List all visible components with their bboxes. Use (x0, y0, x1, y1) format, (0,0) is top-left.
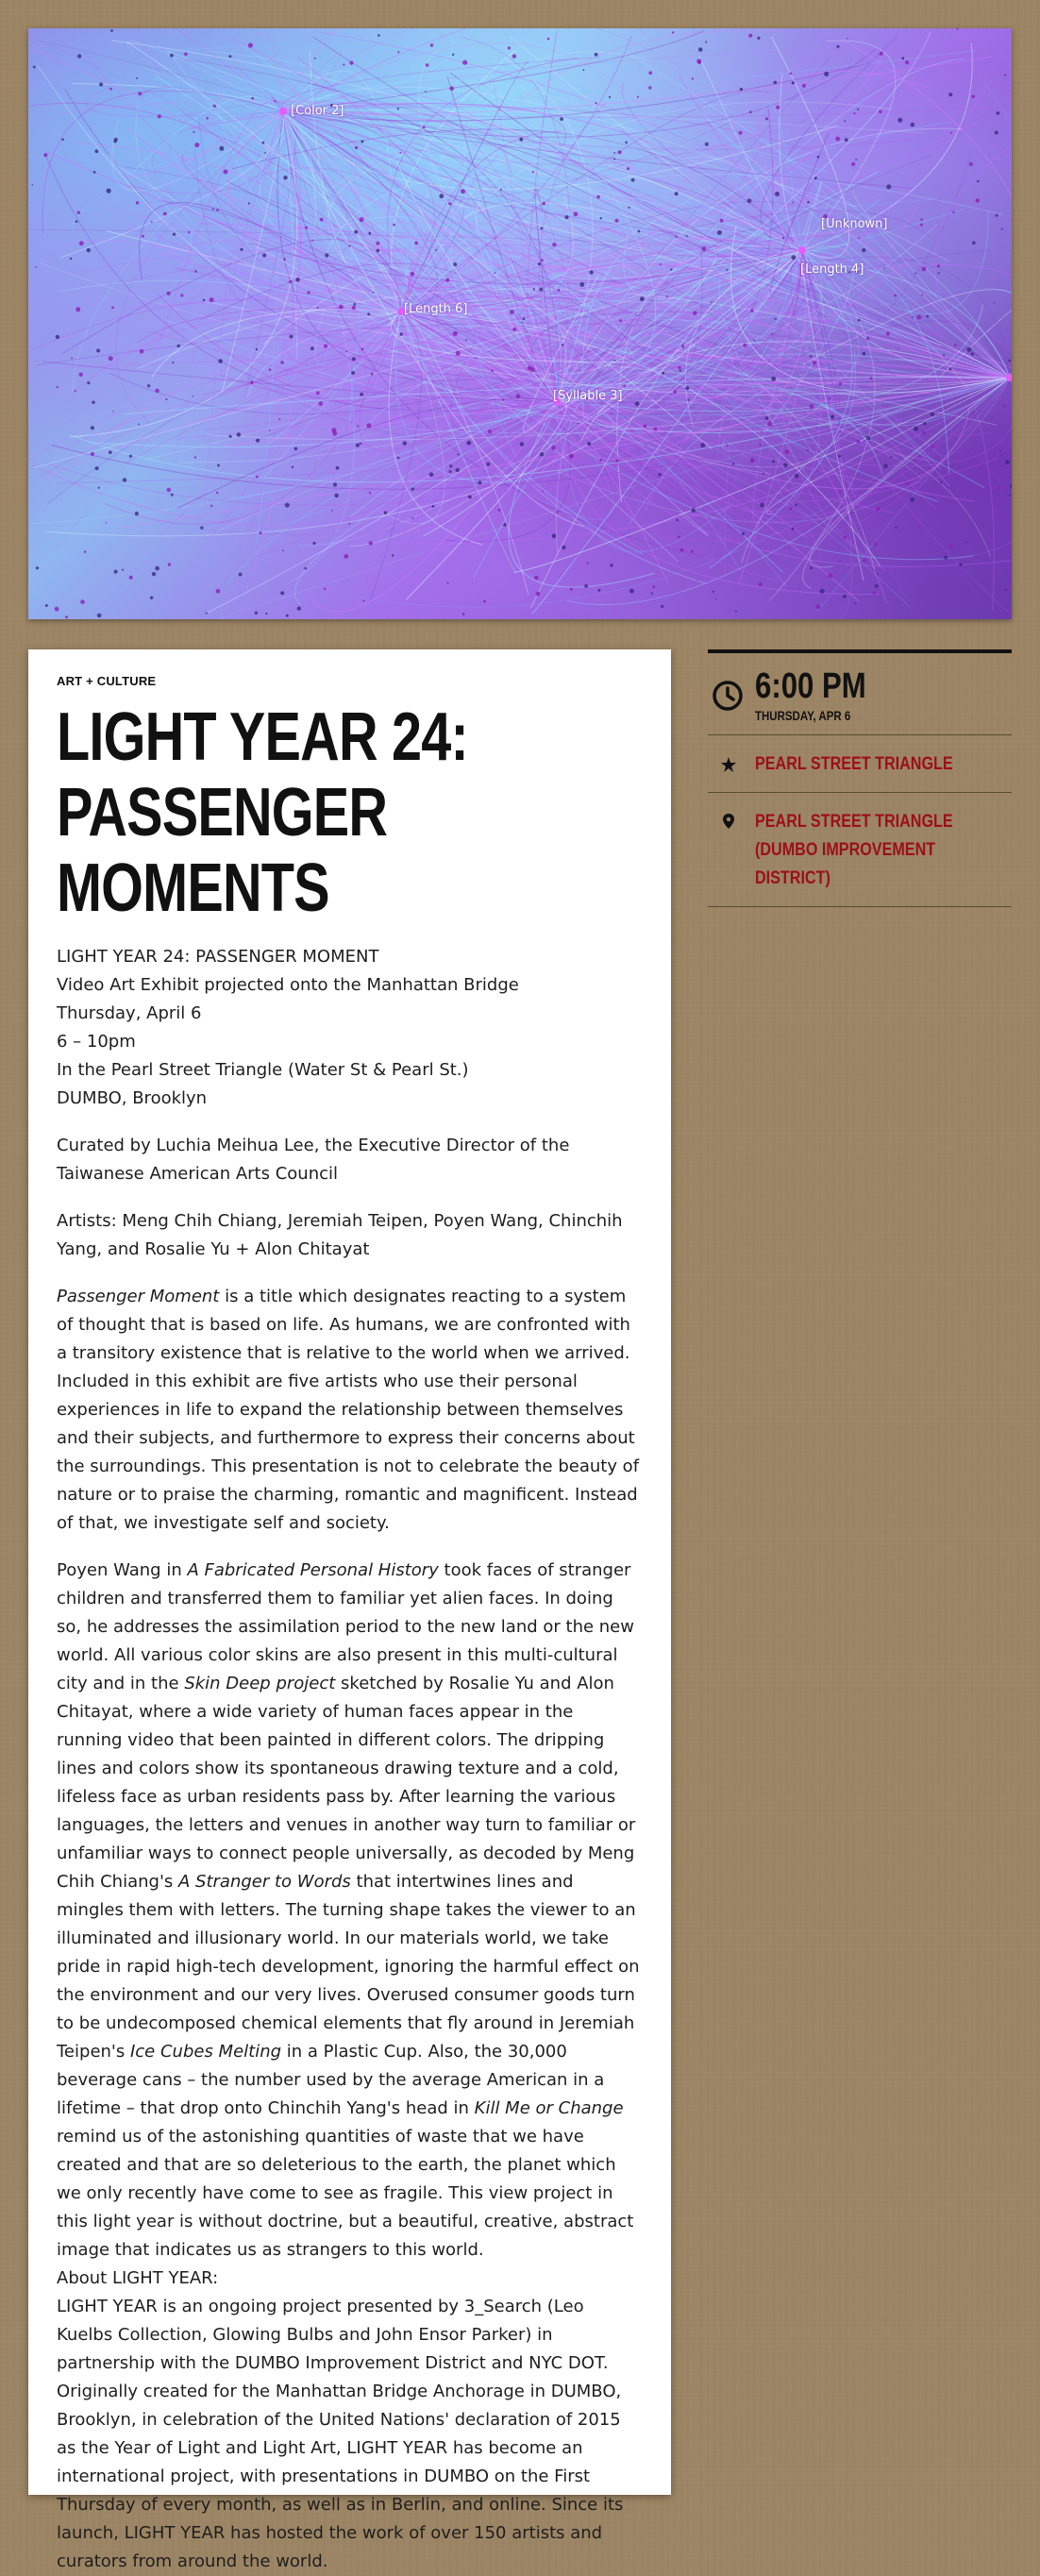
event-date: THURSDAY, APR 6 (755, 708, 851, 723)
event-sidebar (708, 649, 1012, 907)
article-title (57, 699, 646, 926)
paragraph-text: Poyen Wang in (57, 1560, 188, 1580)
paragraph-text: sketched by Rosalie Yu and Alon Chitayat, where a wide variety of human faces appear in the running video that been painted in different colors. The dripping lines and colors show its spontaneous drawing texture and a cold, lifeless face as urban residents pass by. After learning the various languages, the letters and venues in another way turn to familiar or unfamiliar ways to connect people universally, as decoded by Meng Chih Chiang's (57, 1674, 636, 1892)
hero-label-length-6: [Length 6] (404, 302, 468, 316)
paragraph-text: took faces of stranger children and transferred them to familiar yet alien faces. In doing so, he addresses the assimilation period to the new land or the new world. All various color skins are also present in this multi-cultural city and in the (57, 1560, 634, 1693)
curator-paragraph: Curated by Luchia Meihua Lee, the Executive Director of the Taiwanese American Arts Council (57, 1136, 570, 1184)
artworks-paragraph (57, 1557, 643, 2265)
clock-icon (712, 680, 744, 712)
hero-label-length-4: [Length 4] (800, 262, 864, 277)
title-line-2: PASSENGER MOMENTS (57, 775, 388, 926)
location-row (708, 735, 1012, 793)
paragraph-text: is a title which designates reacting to a system of thought that is based on life. As humans, we are confronted with a transitory existence that is relative to the world when we arrived. Included in this exhibit are five artists who use their personal experiences in life to expand the relationship between themselves and their subjects, and furthermore to express their concerns about the surroundings. This presentation is not to celebrate the beauty of nature or to praise the charming, romantic and magnificent. Instead of that, we investigate self and society. (57, 1287, 640, 1533)
title-line-1: LIGHT YEAR 24: (57, 699, 468, 775)
work-title: Passenger Moment (57, 1287, 220, 1306)
map-pin-icon (721, 813, 736, 832)
work-title: Ice Cubes Melting (129, 2042, 282, 2062)
event-time: 6:00 PM (755, 666, 866, 706)
event-time-block (708, 649, 1012, 735)
venue-link[interactable]: PEARL STREET TRIANGLE (755, 754, 953, 774)
star-icon (721, 755, 736, 774)
address-row (708, 793, 1012, 907)
category-label[interactable]: ART + CULTURE (57, 674, 157, 688)
paragraph-text: in a Plastic Cup. Also, the 30,000 beverage cans – the number used by the average American in a lifetime – that drop onto Chinchih Yang's head in (57, 2042, 605, 2118)
work-title: Skin Deep project (184, 1674, 336, 1693)
article-body (57, 943, 643, 2576)
about-paragraph: LIGHT YEAR is an ongoing project presented by 3_Search (Leo Kuelbs Collection, Glowing Bulbs and John Ensor Parker) in partnership with the DUMBO Improvement District and NYC DOT. Originally created for the Manhattan Bridge Anchorage in DUMBO, Brooklyn, in celebration of the United Nations' declaration of 2015 as the Year of Light and Light Art, LIGHT YEAR has become an international project, with presentations in DUMBO on the First Thursday of every month, as well as in Berlin, and online. Since its launch, LIGHT YEAR has hosted the work of over 150 artists and curators from around the world. (57, 2297, 624, 2571)
hero-label-color: [Color 2] (291, 104, 344, 118)
work-title: A Stranger to Words (178, 1872, 351, 1892)
info-line: In the Pearl Street Triangle (Water St & Pearl St.) (57, 1060, 469, 1080)
article-card (28, 649, 671, 2571)
work-title: A Fabricated Personal History (187, 1560, 439, 1580)
paragraph-text: remind us of the astonishing quantities of waste that we have created and that are so deleterious to the earth, the planet which we only recently have come to see as fragile. This view project in this light year is without doctrine, but a beautiful, creative, abstract image that indicates us as strangers to this world. (57, 2127, 634, 2260)
address-link[interactable]: PEARL STREET TRIANGLE (DUMBO IMPROVEMENT DISTRICT) (755, 812, 953, 888)
hero-label-unknown: [Unknown] (821, 217, 888, 231)
intro-paragraph (57, 1283, 643, 1538)
info-line: DUMBO, Brooklyn (57, 1088, 208, 1108)
work-title: Kill Me or Change (474, 2098, 624, 2118)
info-line: Thursday, April 6 (57, 1003, 202, 1023)
info-line: 6 – 10pm (57, 1032, 136, 1052)
about-heading: About LIGHT YEAR: (57, 2268, 219, 2288)
network-visualization (28, 28, 1012, 619)
info-line: LIGHT YEAR 24: PASSENGER MOMENT (57, 947, 379, 967)
paragraph-text: that intertwines lines and mingles them with letters. The turning shape takes the viewer to an illuminated and illusionary world. In our materials world, we take pride in rapid high-tech development, ignoring the harmful effect on the environment and our very lives. Overused consumer goods turn to be undecomposed chemical elements that fly around in Jeremiah Teipen's (57, 1872, 640, 2062)
artists-paragraph: Artists: Meng Chih Chiang, Jeremiah Teipen, Poyen Wang, Chinchih Yang, and Rosalie Yu + Alon Chitayat (57, 1211, 623, 1259)
info-line: Video Art Exhibit projected onto the Manhattan Bridge (57, 975, 519, 995)
event-info (57, 943, 643, 1113)
hero-image (28, 28, 1012, 619)
hero-label-syllable-3: [Syllable 3] (553, 389, 623, 403)
